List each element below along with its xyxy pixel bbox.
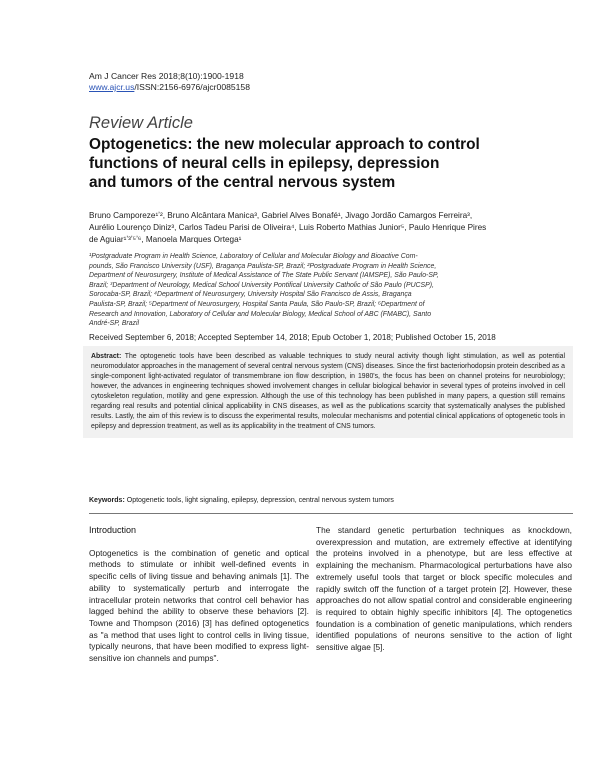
body-paragraph: The standard genetic perturbation techniques as knockdown, overexpression and mutation, are extremely effective at identifying the proteins involved in a phenotype, but are less effective at explaining the mechanism. Pharmacological perturbations have also extremely useful tools that target or block specific molecules and rapidly switch off the function of a target protein [2]. However, these approaches do not allow spatial control and considerable engineering is required to obtain highly specific inhibitors [4]. The optogenetics foundation is a combination of genetic manipulations, which renders identified populations of neurons sensitive to the action of light sensitive algae [5]. xyxy=(316,525,572,653)
left-column xyxy=(89,525,309,671)
affiliation-line: Paulista-SP, Brazil; ⁵Department of Neurosurgery, Hospital Santa Paula, São Paulo-SP, Brazil; ⁶Department of xyxy=(89,300,425,308)
affiliation-line: Department of Neurosurgery, Institute of Medical Assistance of The State Public Servant (IAMSPE), São Paulo-SP, xyxy=(89,272,439,280)
keywords xyxy=(89,497,579,504)
journal-citation: Am J Cancer Res 2018;8(10):1900-1918 xyxy=(89,71,244,81)
section-divider xyxy=(89,513,573,514)
author-line: de Aguiar¹ʼ³ʼ⁵ʼ⁶, Manoela Marques Ortega¹ xyxy=(89,235,242,244)
right-column xyxy=(316,525,572,660)
affiliation-line: ¹Postgraduate Program in Health Science, Laboratory of Cellular and Molecular Biology and Bioactive Com- xyxy=(89,253,418,260)
journal-site-link[interactable]: www.ajcr.us xyxy=(89,82,135,92)
affiliation-line: Sorocaba-SP, Brazil; ⁴Department of Neurosurgery, University Hospital São Francisco de Assis, Bragança xyxy=(89,291,412,299)
title-line: Optogenetics: the new molecular approach to control xyxy=(89,136,480,153)
abstract-box xyxy=(83,346,573,438)
introduction-heading: Introduction xyxy=(89,525,137,535)
affiliation-line: pounds, São Francisco University (USF), Bragança Paulista-SP, Brazil; ²Postgraduate Program in Health Science, xyxy=(89,262,437,270)
body-paragraph: Optogenetics is the combination of genetic and optical methods to stimulate or inhibit well-defined events in specific cells of living tissue and behaving animals [1]. The ability to systematically perturb and interrogate the intracellular protein networks that control cell behavior has lagged behind the ability to observe these behaviors [2]. Towne and Thompson (2016) [3] has defined optogenetics as "a method that uses light to control cells in living tissue, typically neurons, that have been modified to express light-sensitive ion channels and pumps". xyxy=(89,547,309,664)
affiliation-line: Research and Innovation, Laboratory of Cellular and Molecular Biology, Medical School of ABC (FMABC), Santo xyxy=(89,310,432,318)
author-line: Aurélio Lourenço Diniz³, Carlos Tadeu Parisi de Oliveira⁴, Luis Roberto Mathias Junior⁵, Paulo Henrique Pires xyxy=(89,223,487,232)
journal-header-links xyxy=(89,82,250,93)
keywords-label: Keywords: xyxy=(89,497,125,504)
issn-text: /ISSN:2156-6976/ajcr0085158 xyxy=(134,82,250,92)
title-line: functions of neural cells in epilepsy, depression xyxy=(89,155,440,172)
keywords-text: Optogenetic tools, light signaling, epilepsy, depression, central nervous system tumors xyxy=(126,497,394,504)
affiliation-line: Brazil; ³Department of Neurology, Medical School University Pontifical University Catholic of São Paulo (PUCSP), xyxy=(89,281,434,289)
title-line: and tumors of the central nervous system xyxy=(89,174,396,191)
affiliations xyxy=(89,252,569,329)
abstract-label: Abstract: xyxy=(91,353,122,360)
publication-dates: Received September 6, 2018; Accepted September 14, 2018; Epub October 1, 2018; Published October 15, 2018 xyxy=(89,333,496,342)
article-title xyxy=(89,135,559,192)
author-list xyxy=(89,210,569,246)
author-line: Bruno Camporeze¹ʼ², Bruno Alcântara Manica³, Gabriel Alves Bonafé¹, Jivago Jordão Camargos Ferreira³, xyxy=(89,211,473,220)
article-type: Review Article xyxy=(89,114,193,132)
affiliation-line: André-SP, Brazil xyxy=(89,320,140,328)
abstract-text: The optogenetic tools have been described as valuable techniques to study neural activity though light stimulation, as well as potential neuromodulator approaches in the management of several central nervous system (CNS) diseases. Since the first bacteriorhodopsin protein described as a single-component light-activated regulator of transmembrane ion flow description, in 1980's, the focus has been on channel proteins for neurobiology; however, the advances in engineering techniques showed involvement changes in cellular biological behavior in several types of proteins involved in cell cytoskeleton regulation, motility and gene expression. Although the use of this technology has been published in many papers, a question still remains regarding real results and potential clinical applicability in CNS diseases, as well as the publications scarcity that systematically analyses the published results. Lastly, the aim of this review is to discuss the experimental results, molecular mechanisms and potential clinical applications of optogenetic tools in epilepsy and depression treatment, as well as its applicability in the treatment of CNS tumors. xyxy=(91,353,565,430)
